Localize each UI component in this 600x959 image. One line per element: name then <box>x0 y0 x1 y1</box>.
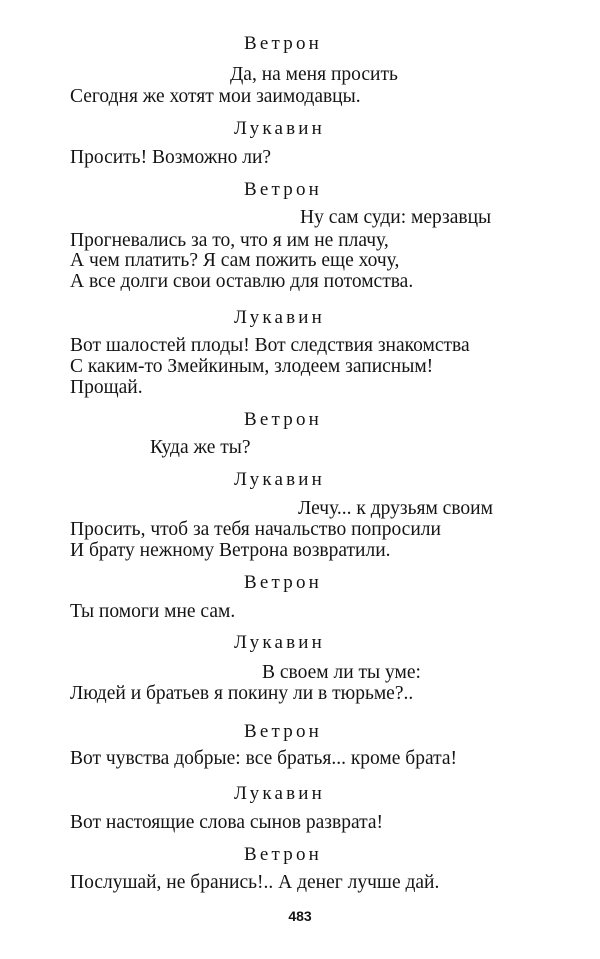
verse-line: Просить, чтоб за тебя начальство попросили <box>70 519 441 540</box>
verse-line: Вот настоящие слова сынов разврата! <box>70 812 383 833</box>
verse-line: Вот чувства добрые: все братья... кроме брата! <box>70 748 458 769</box>
verse-line: Ты помоги мне сам. <box>70 601 236 622</box>
speaker-name: Ветрон <box>244 572 323 593</box>
speaker-name: Лукавин <box>234 783 325 804</box>
speaker-name: Лукавин <box>234 118 325 139</box>
speaker-name: Ветрон <box>244 33 323 54</box>
verse-line: В своем ли ты уме: <box>262 662 421 683</box>
verse-line: Послушай, не бранись!.. А денег лучше дай. <box>70 872 440 893</box>
speaker-name: Ветрон <box>244 844 323 865</box>
verse-line: С каким-то Змейкиным, злодеем записным! <box>70 356 434 377</box>
page-number: 483 <box>288 908 312 924</box>
speaker-name: Ветрон <box>244 409 323 430</box>
speaker-name: Ветрон <box>244 721 323 742</box>
verse-line: Вот шалостей плоды! Вот следствия знакомства <box>70 335 470 356</box>
verse-line: Прогневались за то, что я им не плачу, <box>70 230 389 251</box>
verse-line: Да, на меня просить <box>230 64 398 85</box>
speaker-name: Лукавин <box>234 307 325 328</box>
verse-line: Сегодня же хотят мои заимодавцы. <box>70 86 361 107</box>
verse-line: А все долги свои оставлю для потомства. <box>70 271 414 292</box>
verse-line: Ну сам суди: мерзавцы <box>300 207 492 228</box>
speaker-name: Ветрон <box>244 179 323 200</box>
verse-line: А чем платить? Я сам пожить еще хочу, <box>70 250 400 271</box>
verse-line: Просить! Возможно ли? <box>70 147 272 168</box>
verse-line: И брату нежному Ветрона возвратили. <box>70 540 391 561</box>
speaker-name: Лукавин <box>234 469 325 490</box>
verse-line: Прощай. <box>70 377 143 398</box>
verse-line: Людей и братьев я покину ли в тюрьме?.. <box>70 683 414 704</box>
verse-line: Лечу... к друзьям своим <box>298 498 493 519</box>
speaker-name: Лукавин <box>234 632 325 653</box>
verse-line: Куда же ты? <box>150 437 251 458</box>
